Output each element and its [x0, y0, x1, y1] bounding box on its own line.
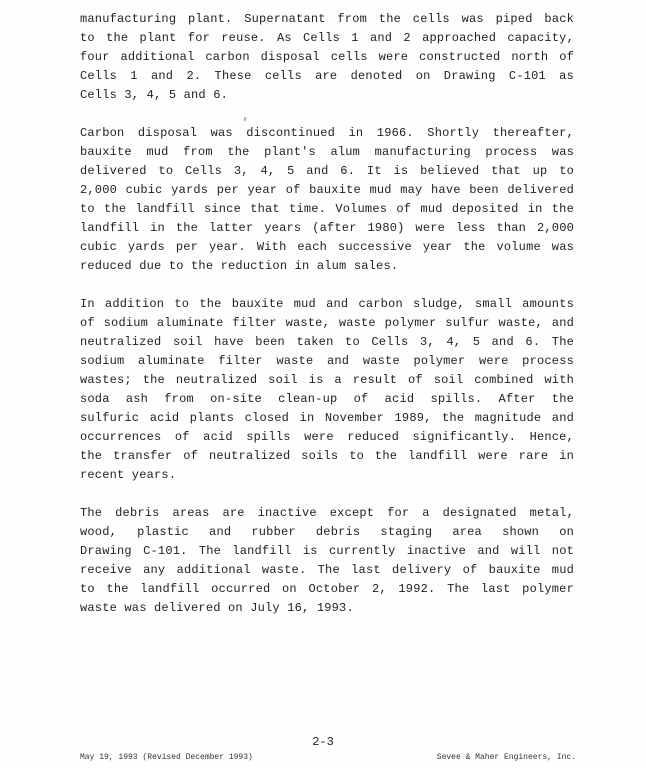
paragraph-line: receive any additional waste. The last delivery of bauxite mud — [80, 563, 574, 577]
paragraph — [80, 504, 574, 618]
page-number: 2-3 — [312, 735, 334, 749]
paragraph-line: wastes; the neutralized soil is a result of soil combined with — [80, 373, 574, 387]
paragraph — [80, 295, 574, 485]
paragraph-line: the transfer of neutralized soils to the landfill were rare in — [80, 449, 574, 463]
paragraph-line: delivered to Cells 3, 4, 5 and 6. It is believed that up to — [80, 164, 574, 178]
paragraph-line: The debris areas are inactive except for a designated metal, — [80, 506, 574, 520]
paragraph — [80, 10, 574, 105]
body-text — [80, 10, 574, 637]
paragraph-line: manufacturing plant. Supernatant from the cells was piped back — [80, 12, 574, 26]
paragraph-line: Drawing C-101. The landfill is currently inactive and will not — [80, 544, 574, 558]
paragraph-line: to the landfill occurred on October 2, 1992. The last polymer — [80, 582, 574, 596]
paragraph-line: reduced due to the reduction in alum sales. — [80, 259, 399, 273]
paragraph-line: sodium aluminate filter waste and waste polymer were process — [80, 354, 574, 368]
paragraph-line: of sodium aluminate filter waste, waste polymer sulfur waste, and — [80, 316, 574, 330]
paragraph-line: Cells 3, 4, 5 and 6. — [80, 88, 229, 102]
paragraph — [80, 124, 574, 276]
paragraph-line: soda ash from on-site clean-up of acid spills. After the — [80, 392, 574, 406]
paragraph-line: occurrences of acid spills were reduced significantly. Hence, — [80, 430, 574, 444]
paragraph-line: to the landfill since that time. Volumes of mud deposited in the — [80, 202, 574, 216]
paragraph-line: cubic yards per year. With each successive year the volume was — [80, 240, 574, 254]
paragraph-line: wood, plastic and rubber debris staging area shown on — [80, 525, 574, 539]
paragraph-line: neutralized soil have been taken to Cells 3, 4, 5 and 6. The — [80, 335, 574, 349]
paragraph-line: landfill in the latter years (after 1980) were less than 2,000 — [80, 221, 574, 235]
paragraph-line: four additional carbon disposal cells were constructed north of — [80, 50, 574, 64]
paragraph-line: 2,000 cubic yards per year of bauxite mud may have been delivered — [80, 183, 574, 197]
paragraph-line: Cells 1 and 2. These cells are denoted on Drawing C-101 as — [80, 69, 574, 83]
paragraph-line: to the plant for reuse. As Cells 1 and 2 approached capacity, — [80, 31, 574, 45]
paragraph-line: recent years. — [80, 468, 177, 482]
paragraph-line: In addition to the bauxite mud and carbon sludge, small amounts — [80, 297, 574, 311]
paragraph-line: bauxite mud from the plant's alum manufacturing process was — [80, 145, 574, 159]
paragraph-line: waste was delivered on July 16, 1993. — [80, 601, 354, 615]
paragraph-line: sulfuric acid plants closed in November 1989, the magnitude and — [80, 411, 574, 425]
footer-date: May 19, 1993 (Revised December 1993) — [80, 753, 253, 762]
paragraph-line: Carbon disposal was discontinued in 1966. Shortly thereafter, — [80, 126, 574, 140]
footer-company: Sevee & Maher Engineers, Inc. — [436, 753, 576, 762]
